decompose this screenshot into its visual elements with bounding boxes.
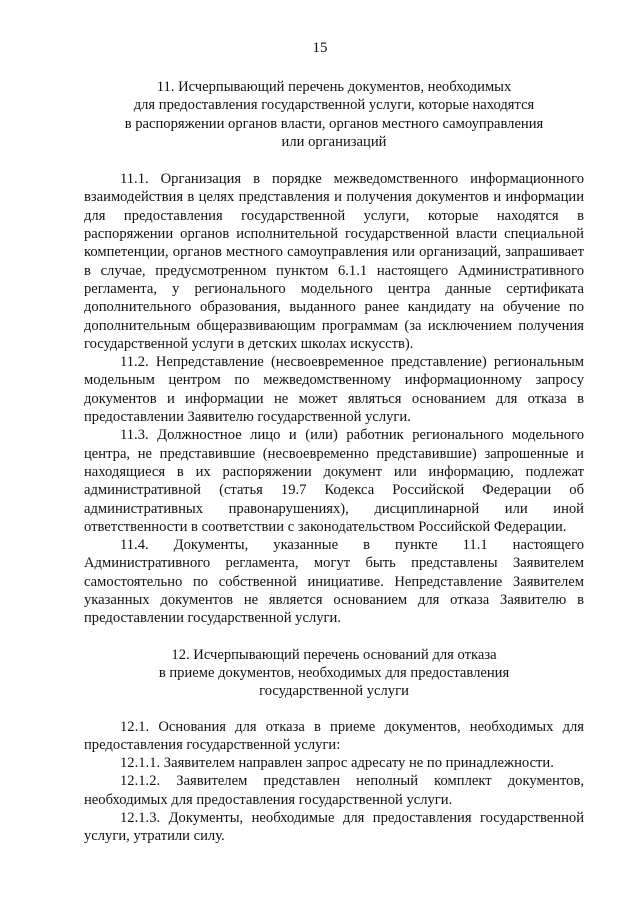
paragraph-11-2: 11.2. Непредставление (несвоевременное представление) региональным модельным центром по межведомственному информационному запросу документов и информации не может являться основанием для отказа в предоставлении Заявителю государственной услуги. bbox=[84, 354, 584, 426]
section-12-heading-line: государственной услуги bbox=[259, 683, 409, 700]
page-content bbox=[84, 78, 584, 846]
paragraph-12-1: 12.1. Основания для отказа в приеме документов, необходимых для предоставления государственной услуги: bbox=[84, 718, 584, 753]
section-11-heading-line: или организаций bbox=[281, 133, 387, 150]
paragraph-11-4: 11.4. Документы, указанные в пункте 11.1 настоящего Административного регламента, могут быть представлены Заявителем самостоятельно по собственной инициативе. Непредставление Заявителем указанных документов не является основанием для отказа Заявителю в предоставлении государственной услуги. bbox=[84, 537, 584, 627]
section-12-heading-line: 12. Исчерпывающий перечень оснований для отказа bbox=[171, 646, 497, 663]
paragraph-11-3: 11.3. Должностное лицо и (или) работник регионального модельного центра, не представившие (несвоевременно представившие) запрошенные и находящиеся в их распоряжении документ или информацию, подлежат административной (статья 19.7 Кодекса Российской Федерации об административных правонарушениях), дисциплинарной или иной ответственности в соответствии с законодательством Российской Федерации. bbox=[84, 427, 584, 535]
page-number: 15 bbox=[312, 40, 328, 56]
section-12-heading bbox=[84, 646, 584, 701]
section-11-heading-line: в распоряжении органов власти, органов местного самоуправления bbox=[124, 115, 544, 132]
section-12-heading-line: в приеме документов, необходимых для предоставления bbox=[158, 664, 510, 681]
paragraph-12-1-1: 12.1.1. Заявителем направлен запрос адресату не по принадлежности. bbox=[120, 755, 554, 772]
paragraph-12-1-3: 12.1.3. Документы, необходимые для предоставления государственной услуги, утратили силу. bbox=[84, 809, 584, 845]
paragraph-12-1-2: 12.1.2. Заявителем представлен неполный комплект документов, необходимых для предоставления государственной услуги. bbox=[84, 773, 584, 808]
section-11-heading-line: 11. Исчерпывающий перечень документов, необходимых bbox=[156, 79, 512, 95]
section-11-heading bbox=[84, 78, 584, 151]
section-11-heading-line: для предоставления государственной услуги, которые находятся bbox=[133, 97, 535, 114]
paragraph-11-1: 11.1. Организация в порядке межведомственного информационного взаимодействия в целях представления и получения документов и информации для предоставления государственной услуги, которые находятся в распоряжении органов исполнительной государственной власти специальной компетенции, органов местного самоуправления или организаций, запрашивает в случае, предусмотренном пунктом 6.1.1 настоящего Административного регламента, у регионального модельного центра данные сертификата дополнительного образования, выданного ранее кандидату на обучение по дополнительным общеразвивающим программам (за исключением получения государственной услуги в детских школах искусств). bbox=[84, 171, 584, 352]
